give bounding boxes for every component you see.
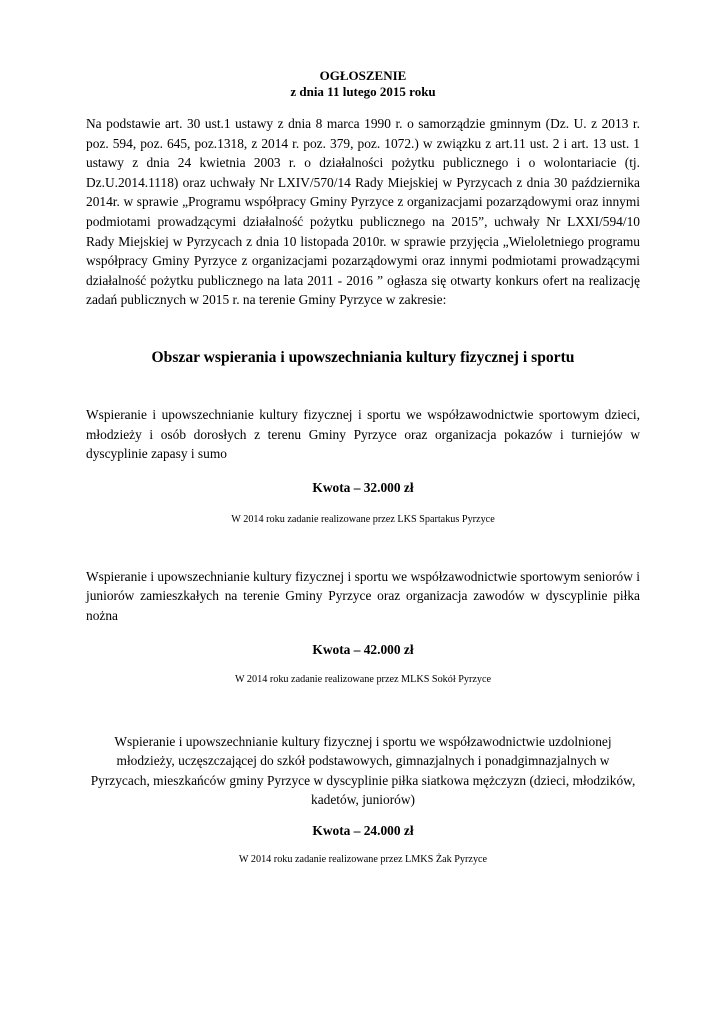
task-description: Wspieranie i upowszechnianie kultury fizycznej i sportu we współzawodnictwie uzdolnionej młodzieży, uczęszczającej do szkół podstawowych, gimnazjalnych i ponadgimnazjalnych w Pyrzycach, mieszkańców gminy Pyrzyce w dyscyplinie piłka siatkowa mężczyzn (dzieci, młodzików, kadetów, juniorów) — [90, 733, 636, 808]
task-description: Wspieranie i upowszechnianie kultury fizycznej i sportu we współzawodnictwie sportowym dzieci, młodzieży i osób dorosłych z terenu Gminy Pyrzyce oraz organizacja pokazów i turniejów w dyscyplinie zapasy i sumo — [86, 406, 640, 462]
task-realized-by: W 2014 roku zadanie realizowane przez MLKS Sokół Pyrzyce — [234, 673, 492, 685]
intro-paragraph: Na podstawie art. 30 ust.1 ustawy z dnia 8 marca 1990 r. o samorządzie gminnym (Dz. U. z 2013 r. poz. 594, poz. 645, poz.1318, z 2014 r. poz. 379, poz. 1072.) w związku z art.11 ust. 2 i art. 13 ust. 1 ustawy z dnia 24 kwietnia 2003 r. o działalności pożytku publicznego i o wolontariacie (tj. Dz.U.2014.1118) oraz uchwały Nr LXIV/570/14 Rady Miejskiej w Pyrzycach z dnia 30 października 2014r. w sprawie „Programu współpracy Gminy Pyrzyce z organizacjami pozarządowymi oraz innymi podmiotami prowadzącymi działalność pożytku publicznego na 2015”, uchwały Nr LXXI/594/10 Rady Miejskiej w Pyrzycach z dnia 10 listopada 2010r. w sprawie przyjęcia „Wieloletniego programu współpracy Gminy Pyrzyce z organizacjami pozarządowymi oraz innymi podmiotami prowadzącymi działalność pożytku publicznego na lata 2011 - 2016 ” ogłasza się otwarty konkurs ofert na realizację zadań publicznych w 2015 r. na terenie Gminy Pyrzyce w zakresie: — [86, 116, 640, 308]
task-realized-by: W 2014 roku zadanie realizowane przez LMKS Żak Pyrzyce — [238, 853, 488, 865]
document-page — [86, 68, 640, 867]
task-amount: Kwota – 32.000 zł — [312, 479, 414, 495]
document-date: z dnia 11 lutego 2015 roku — [290, 84, 436, 99]
task-amount: Kwota – 42.000 zł — [312, 641, 414, 657]
task-amount: Kwota – 24.000 zł — [312, 822, 414, 838]
task-realized-by: W 2014 roku zadanie realizowane przez LKS Spartakus Pyrzyce — [231, 513, 495, 525]
document-title: OGŁOSZENIE — [319, 68, 407, 83]
task-description: Wspieranie i upowszechnianie kultury fizycznej i sportu we współzawodnictwie sportowym seniorów i juniorów zamieszkałych na terenie Gminy Pyrzyce oraz organizacja zawodów w dyscyplinie piłka nożna — [86, 568, 640, 623]
area-heading: Obszar wspierania i upowszechniania kultury fizycznej i sportu — [151, 348, 575, 366]
